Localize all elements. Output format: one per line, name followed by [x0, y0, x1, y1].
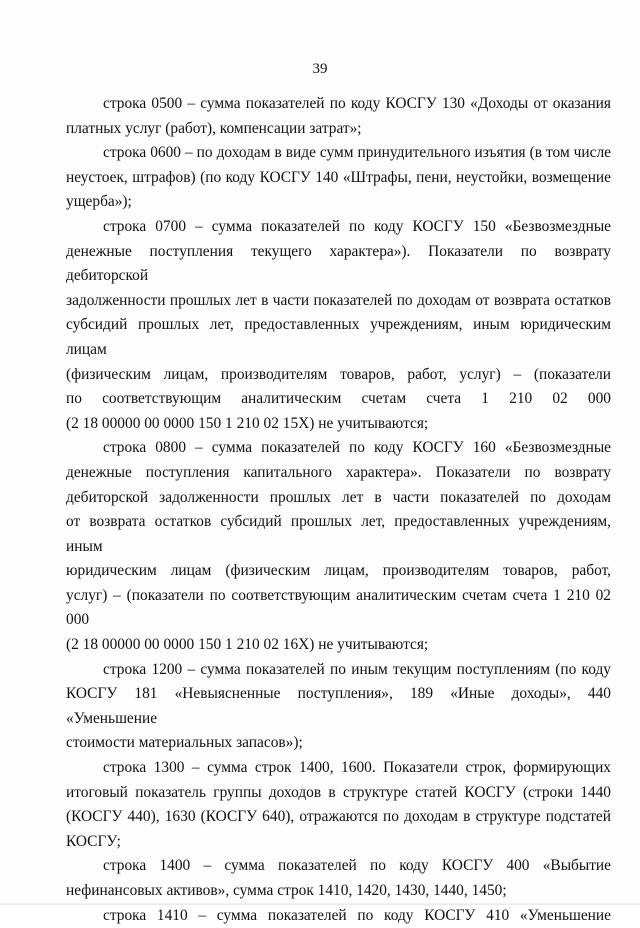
- paragraph-row-0700: [66, 215, 611, 436]
- text-line: юридическим лицам (физическим лицам, производителям товаров, работ,: [66, 562, 611, 580]
- text-line: субсидий прошлых лет, предоставленных учреждениям, иным юридическим лицам: [66, 316, 611, 358]
- document-body: [66, 92, 611, 928]
- text-line: денежные поступления капитального характера». Показатели по возврату: [66, 463, 611, 481]
- text-line: итоговый показатель группы доходов в структуре статей КОСГУ (строки 1440: [66, 783, 611, 801]
- text-line: от возврата остатков субсидий прошлых лет, предоставленных учреждениям, иным: [66, 513, 611, 555]
- text-line: ущерба»);: [66, 193, 132, 211]
- paragraph-row-1300: [66, 756, 611, 854]
- text-line: неустоек, штрафов) (по коду КОСГУ 140 «Штрафы, пени, неустойки, возмещение: [66, 168, 611, 186]
- text-line: (2 18 00000 00 0000 150 1 210 02 16X) не учитываются;: [66, 636, 429, 654]
- text-line: КОСГУ 181 «Невыясненные поступления», 189 «Иные доходы», 440 «Уменьшение: [66, 685, 611, 727]
- text-line: (КОСГУ 440), 1630 (КОСГУ 640), отражаются по доходам в структуре подстатей: [66, 808, 611, 826]
- paragraph-row-0500: [66, 92, 611, 141]
- text-line: стоимости материальных запасов»);: [66, 734, 303, 752]
- paragraph-row-1410: [66, 904, 611, 928]
- text-line: по соответствующим аналитическим счетам счета 1 210 02 000: [66, 390, 611, 408]
- text-line: денежные поступления текущего характера»). Показатели по возврату дебиторской: [66, 242, 611, 285]
- text-line: строка 0800 – сумма показателей по коду КОСГУ 160 «Безвозмездные: [103, 439, 611, 457]
- text-line: строка 1400 – сумма показателей по коду КОСГУ 400 «Выбытие: [103, 857, 611, 875]
- text-line: (физическим лицам, производителям товаров, работ, услуг) – (показатели: [66, 365, 611, 383]
- text-line: (2 18 00000 00 0000 150 1 210 02 15X) не учитываются;: [66, 414, 429, 432]
- text-line: дебиторской задолженности прошлых лет в части показателей по доходам: [66, 488, 611, 506]
- text-line: строка 1200 – сумма показателей по иным текущим поступлениям (по коду: [103, 660, 611, 678]
- paragraph-row-1400: [66, 854, 611, 903]
- paragraph-row-0600: [66, 141, 611, 215]
- text-line: задолженности прошлых лет в части показателей по доходам от возврата остатков: [66, 291, 611, 309]
- text-line: платных услуг (работ), компенсации затрат»;: [66, 119, 362, 137]
- page-number: 39: [312, 61, 328, 77]
- text-line: нефинансовых активов», сумма строк 1410, 1420, 1430, 1440, 1450;: [66, 882, 507, 899]
- text-line: строка 0700 – сумма показателей по коду КОСГУ 150 «Безвозмездные: [103, 217, 611, 235]
- text-line: строка 0500 – сумма показателей по коду КОСГУ 130 «Доходы от оказания: [103, 95, 611, 112]
- paragraph-row-0800: [66, 436, 611, 657]
- text-line: строка 1410 – сумма показателей по коду КОСГУ 410 «Уменьшение: [103, 906, 611, 924]
- paragraph-row-1200: [66, 658, 611, 756]
- text-line: услуг) – (показатели по соответствующим аналитическим счетам счета 1 210 02 000: [66, 586, 611, 629]
- text-line: строка 0600 – по доходам в виде сумм принудительного изъятия (в том числе: [103, 144, 611, 162]
- text-line: строка 1300 – сумма строк 1400, 1600. Показатели строк, формирующих: [103, 759, 611, 777]
- text-line: КОСГУ;: [66, 832, 121, 850]
